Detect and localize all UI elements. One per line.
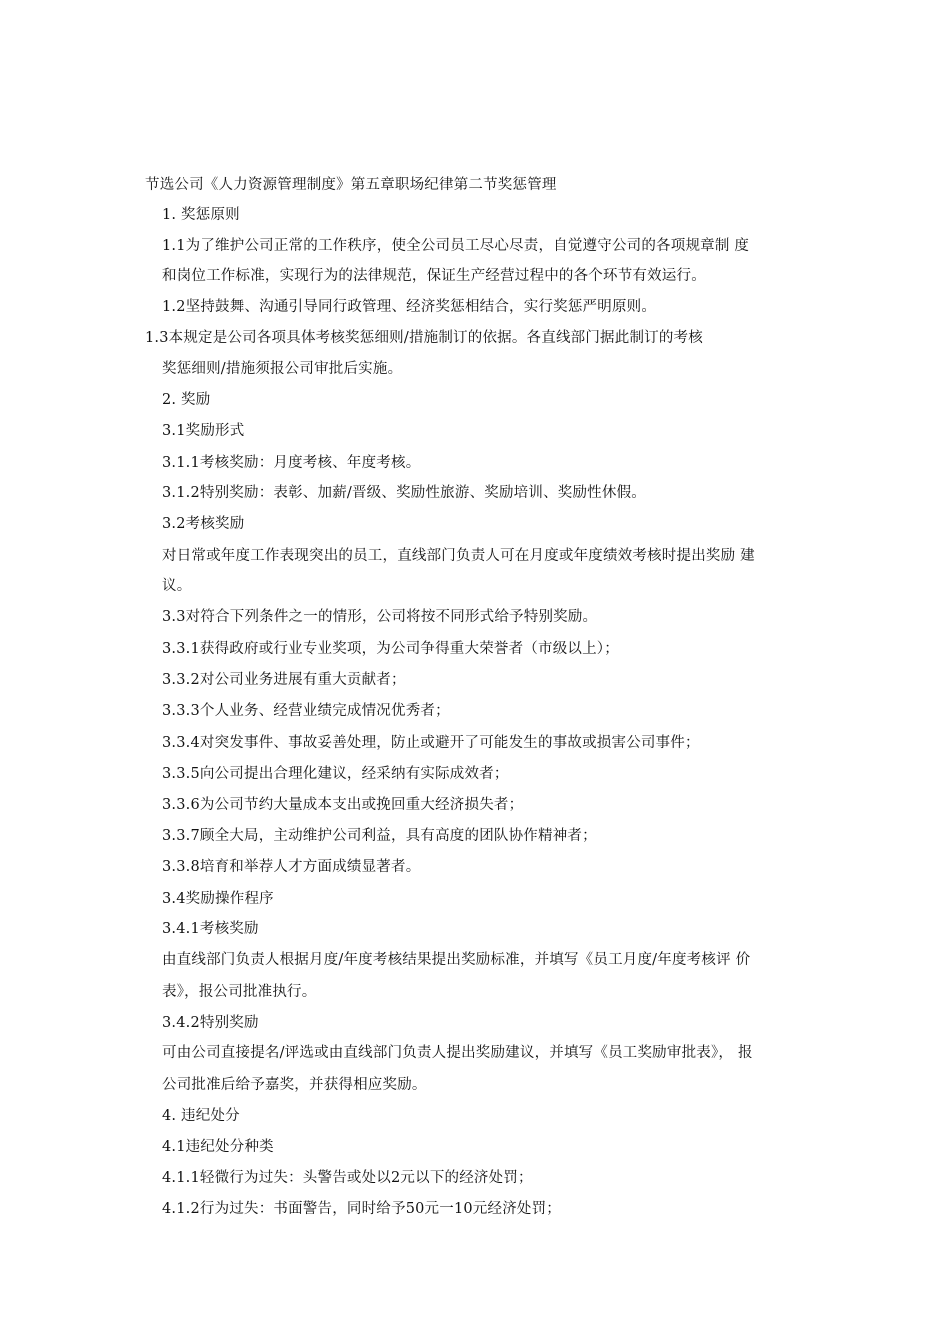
paragraph-line: 3.3.7顾全大局，主动维护公司利益，具有高度的团队协作精神者；: [162, 828, 597, 844]
paragraph-line: 3.2考核奖励: [162, 516, 245, 532]
paragraph-line: 1.3本规定是公司各项具体考核奖惩细则/措施制订的依据。各直线部门据此制订的考核: [145, 330, 703, 346]
paragraph-line: 3.1.2特别奖励：表彰、加薪/晋级、奖励性旅游、奖励培训、奖励性休假。: [162, 485, 646, 501]
paragraph-line: 1.1为了维护公司正常的工作秩序，使全公司员工尽心尽责，自觉遵守公司的各项规章制 度: [162, 238, 750, 254]
paragraph-line: 对日常或年度工作表现突出的员工，直线部门负责人可在月度或年度绩效考核时提出奖励 建: [162, 548, 755, 564]
paragraph-line: 3.3.4对突发事件、事故妥善处理，防止或避开了可能发生的事故或损害公司事件；: [162, 735, 700, 751]
paragraph-line: 议。: [162, 578, 192, 594]
paragraph-line: 4.1.2行为过失：书面警告，同时给予50元一10元经济处罚；: [162, 1201, 561, 1217]
paragraph-line: 2. 奖励: [162, 392, 211, 408]
paragraph-line: 由直线部门负责人根据月度/年度考核结果提出奖励标准，并填写《员工月度/年度考核评 价: [162, 952, 751, 968]
paragraph-line: 3.3.2对公司业务进展有重大贡献者；: [162, 672, 406, 688]
paragraph-line: 3.3.8培育和举荐人才方面成绩显著者。: [162, 859, 421, 875]
paragraph-line: 3.3.1获得政府或行业专业奖项，为公司争得重大荣誉者（市级以上）；: [162, 641, 619, 657]
paragraph-line: 3.4.1考核奖励: [162, 921, 259, 937]
paragraph-line: 4.1违纪处分种类: [162, 1139, 274, 1155]
paragraph-line: 4. 违纪处分: [162, 1108, 240, 1124]
paragraph-line: 3.3对符合下列条件之一的情形，公司将按不同形式给予特别奖励。: [162, 609, 598, 625]
document-title: 节选公司《人力资源管理制度》第五章职场纪律第二节奖惩管理: [145, 177, 557, 193]
paragraph-line: 3.3.6为公司节约大量成本支出或挽回重大经济损失者；: [162, 797, 524, 813]
paragraph-line: 可由公司直接提名/评选或由直线部门负责人提出奖励建议，并填写《员工奖励审批表》， 报: [162, 1045, 753, 1061]
paragraph-line: 公司批准后给予嘉奖，并获得相应奖励。: [162, 1077, 427, 1093]
paragraph-line: 3.1.1考核奖励：月度考核、年度考核。: [162, 455, 421, 471]
paragraph-line: 3.4.2特别奖励: [162, 1015, 259, 1031]
paragraph-line: 3.3.3个人业务、经营业绩完成情况优秀者；: [162, 703, 450, 719]
paragraph-line: 表》，报公司批准执行。: [162, 984, 317, 1000]
paragraph-line: 和岗位工作标准，实现行为的法律规范，保证生产经营过程中的各个环节有效运行。: [162, 268, 706, 284]
paragraph-line: 1.2坚持鼓舞、沟通引导同行政管理、经济奖惩相结合，实行奖惩严明原则。: [162, 299, 657, 315]
paragraph-line: 3.1奖励形式: [162, 423, 245, 439]
paragraph-line: 1. 奖惩原则: [162, 207, 240, 223]
paragraph-line: 奖惩细则/措施须报公司审批后实施。: [162, 361, 403, 377]
paragraph-line: 3.3.5向公司提出合理化建议，经采纳有实际成效者；: [162, 766, 509, 782]
paragraph-line: 3.4奖励操作程序: [162, 891, 274, 907]
paragraph-line: 4.1.1轻微行为过失：头警告或处以2元以下的经济处罚；: [162, 1170, 533, 1186]
